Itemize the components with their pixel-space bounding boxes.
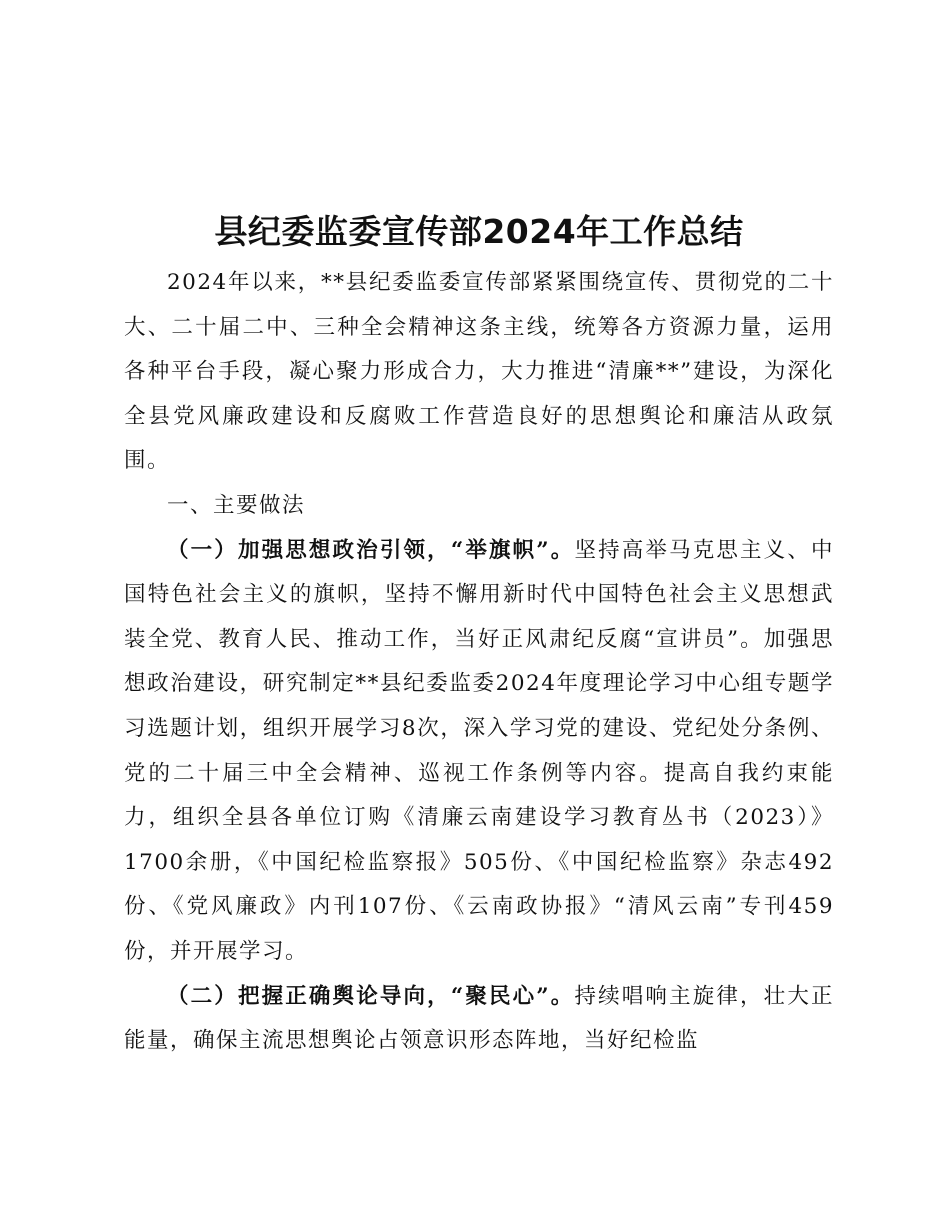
- item-2-lead: （二）把握正确舆论导向，“聚民心”。: [167, 983, 575, 1009]
- item-2-paragraph: [124, 975, 834, 1064]
- item-1-lead: （一）加强思想政治引领，“举旗帜”。: [167, 537, 575, 563]
- item-2-body: 持续唱响主旋律，壮大正能量，确保主流思想舆论占领意识形态阵地，当好纪检监: [124, 983, 834, 1054]
- item-1-body: 坚持高举马克思主义、中国特色社会主义的旗帜，坚持不懈用新时代中国特色社会主义思想武装全党、教育人民、推动工作，当好正风肃纪反腐“宣讲员”。加强思想政治建设，研究制定**县纪委监委2024年度理论学习中心组专题学习选题计划，组织开展学习8次，深入学习党的建设、党纪处分条例、党的二十届三中全会精神、巡视工作条例等内容。提高自我约束能力，组织全县各单位订购《清廉云南建设学习教育丛书（2023）》1700余册，《中国纪检监察报》505份、《中国纪检监察》杂志492份、《党风廉政》内刊107份、《云南政协报》“清风云南”专刊459份，并开展学习。: [124, 537, 834, 964]
- intro-paragraph: 2024年以来，**县纪委监委宣传部紧紧围绕宣传、贯彻党的二十大、二十届二中、三种全会精神这条主线，统筹各方资源力量，运用各种平台手段，凝心聚力形成合力，大力推进“清廉**”建设，为深化全县党风廉政建设和反腐败工作营造良好的思想舆论和廉洁从政氛围。: [124, 270, 834, 474]
- section-heading-main-practices: 一、主要做法: [167, 492, 306, 518]
- document-title: 县纪委监委宣传部2024年工作总结: [214, 212, 744, 251]
- item-1-paragraph: [124, 529, 834, 975]
- document-page: [124, 205, 834, 1064]
